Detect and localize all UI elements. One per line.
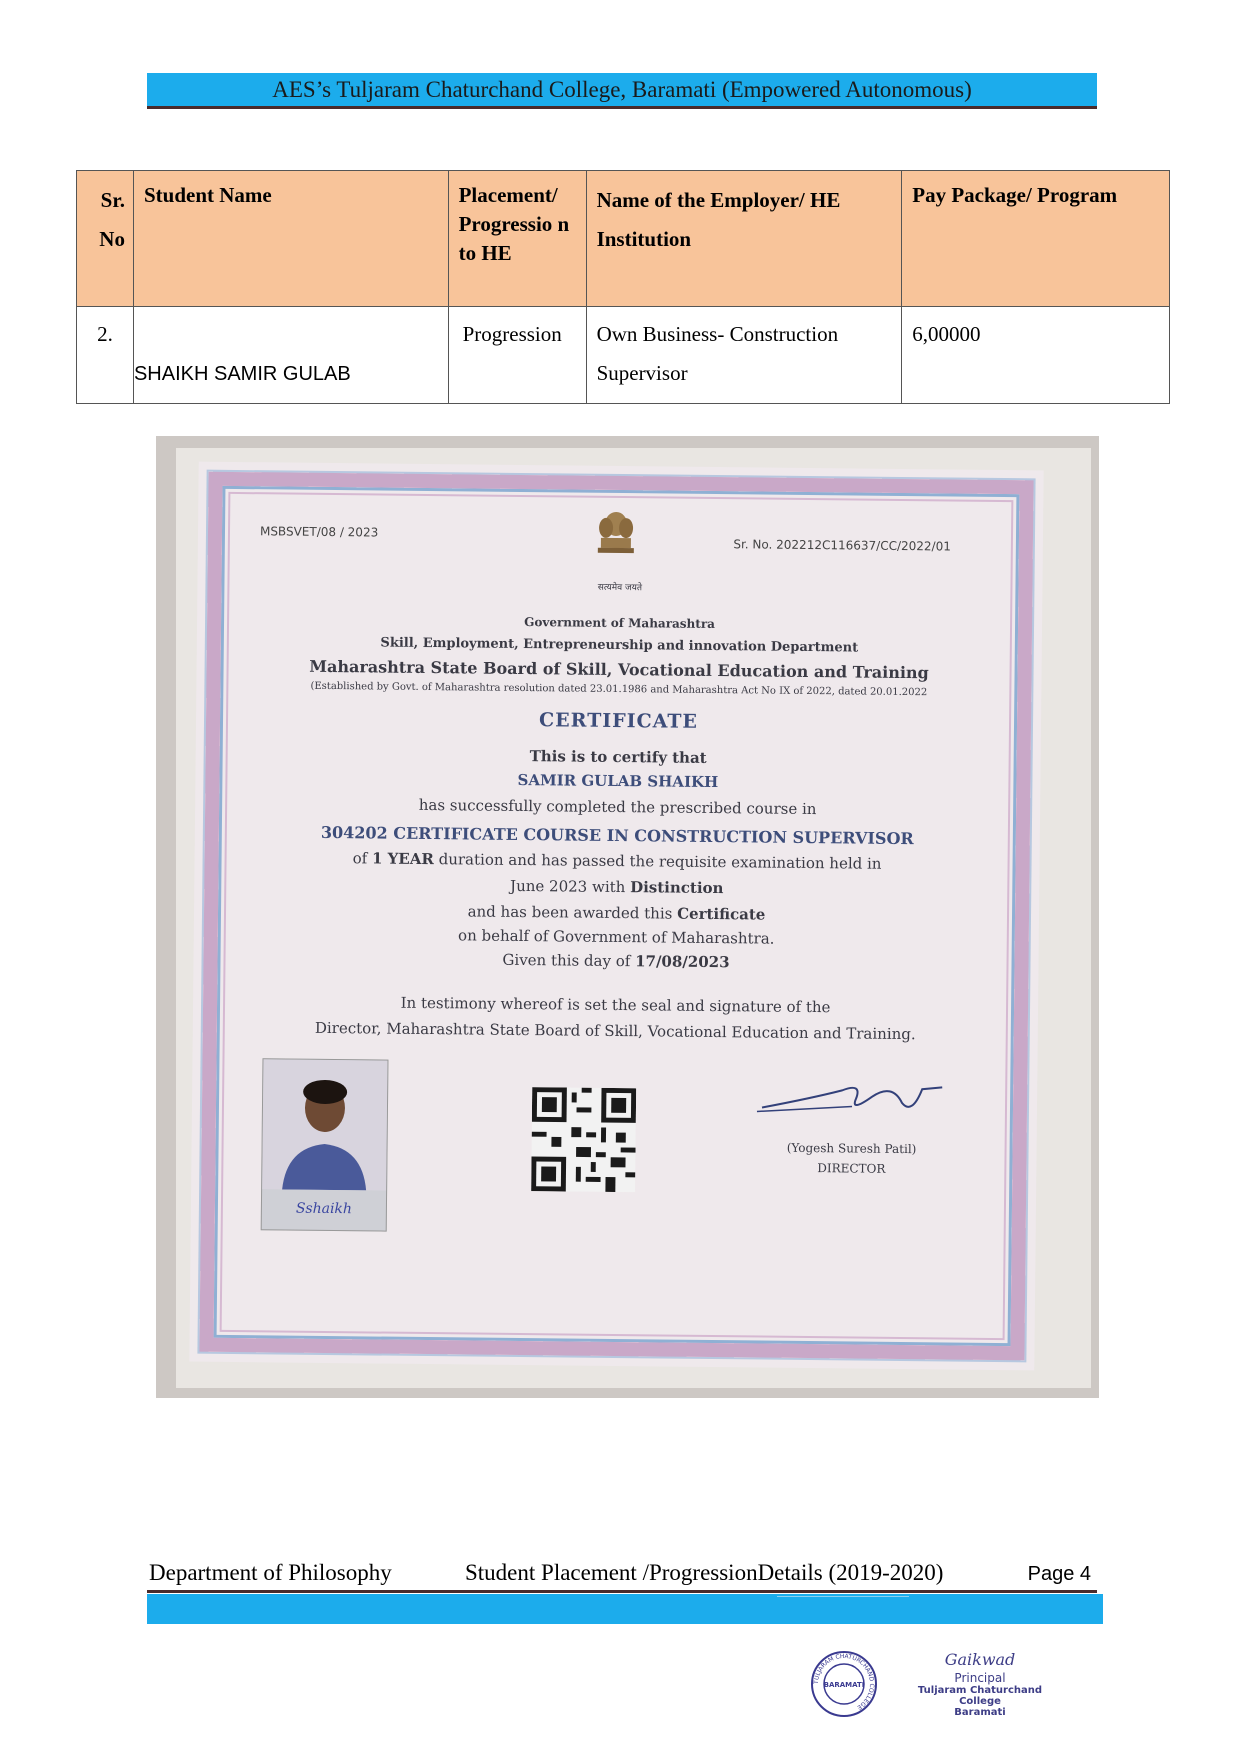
footer-department: Department of Philosophy xyxy=(149,1560,392,1585)
certificate-certify: This is to certify that xyxy=(529,747,707,767)
certificate-department: Skill, Employment, Entrepreneurship and innovation Department xyxy=(380,635,859,656)
student-photo xyxy=(261,1058,389,1231)
certificate-board: Maharashtra State Board of Skill, Vocational Education and Training xyxy=(309,656,929,683)
placement-table xyxy=(76,170,1170,404)
principal-signature-block xyxy=(905,1650,1055,1718)
emblem-caption: सत्यमेव जयते xyxy=(597,582,643,594)
student-portrait-icon xyxy=(262,1059,387,1190)
qr-code-icon xyxy=(531,1087,636,1192)
certificate-title: CERTIFICATE xyxy=(538,709,699,733)
director-title: DIRECTOR xyxy=(817,1161,886,1176)
cell-pay-package: 6,00000 xyxy=(902,307,1170,404)
certificate-behalf: on behalf of Government of Maharashtra. xyxy=(457,926,775,948)
footer xyxy=(147,1554,1097,1593)
certificate-established: (Established by Govt. of Maharashtra resolution dated 23.01.1986 and Maharashtra Act No IX of 2022, dated 20.01.2022 xyxy=(310,680,928,699)
certificate-exam-date: June 2023 xyxy=(510,876,588,896)
certificate-testimony-1: In testimony whereof is set the seal and signature of the xyxy=(400,993,831,1017)
certificate-given-line: Given this day of 17/08/2023 xyxy=(502,950,730,972)
header-banner xyxy=(147,73,1097,109)
header-pay-package: Pay Package/ Program xyxy=(902,171,1170,307)
certificate-grade: Distinction xyxy=(630,878,724,898)
certificate-student-name: SAMIR GULAB SHAIKH xyxy=(517,770,719,792)
principal-signature: Gaikwad xyxy=(944,1650,1016,1669)
certificate-serial-number: Sr. No. 202212C116637/CC/2022/01 xyxy=(733,537,951,554)
director-name: (Yogesh Suresh Patil) xyxy=(786,1140,917,1157)
certificate-paper xyxy=(189,462,1043,1371)
certificate-exam-line: June 2023 with Distinction xyxy=(510,876,724,898)
certificate-completed: has successfully completed the prescribed course in xyxy=(418,795,817,819)
cell-employer: Own Business- Construction Supervisor xyxy=(586,307,902,404)
student-signature: Sshaikh xyxy=(295,1200,353,1218)
national-emblem-icon xyxy=(588,506,645,577)
certificate-photo xyxy=(156,436,1099,1398)
certificate-course: 304202 CERTIFICATE COURSE IN CONSTRUCTION SUPERVISOR xyxy=(320,822,914,849)
header-student-name: Student Name xyxy=(133,171,448,307)
certificate-awarded-line: and has been awarded this Certificate xyxy=(467,902,766,924)
cell-placement: Progression xyxy=(448,307,586,404)
footer-bar xyxy=(147,1594,1103,1624)
footer-page-number: Page 4 xyxy=(1027,1563,1091,1585)
table-row xyxy=(77,307,1170,404)
principal-title: Principal xyxy=(954,1671,1006,1685)
director-signature-block xyxy=(751,1067,952,1189)
director-signature-icon xyxy=(752,1067,953,1129)
cell-student-name: SHAIKH SAMIR GULAB xyxy=(133,307,448,404)
seal-text: BARAMATI xyxy=(823,1681,865,1689)
header-placement: Placement/ Progressio n to HE xyxy=(448,171,586,307)
college-seal-icon xyxy=(810,1650,878,1718)
footer-bar-mark xyxy=(777,1596,909,1597)
principal-city: Baramati xyxy=(954,1707,1006,1718)
table-header-row xyxy=(77,171,1170,307)
certificate-duration-line: of 1 YEAR duration and has passed the requisite examination held in xyxy=(352,849,882,873)
college-title: AES’s Tuljaram Chaturchand College, Baramati (Empowered Autonomous) xyxy=(272,76,972,102)
certificate-duration: 1 YEAR xyxy=(371,849,434,869)
certificate-given-date: 17/08/2023 xyxy=(635,952,730,972)
cell-sr-no: 2. xyxy=(77,307,134,404)
certificate-ref-number: MSBSVET/08 / 2023 xyxy=(259,524,379,540)
certificate-government: Government of Maharashtra xyxy=(524,615,716,632)
seal-ring-text: TULJARAM CHATURCHAND COLLEGE xyxy=(812,1652,876,1711)
certificate-testimony-2: Director, Maharashtra State Board of Skill, Vocational Education and Training. xyxy=(314,1018,916,1044)
footer-details: Student Placement /ProgressionDetails (2019-2020) xyxy=(465,1560,944,1585)
header-employer: Name of the Employer/ HE Institution xyxy=(586,171,902,307)
header-sr-no: Sr. No xyxy=(77,171,134,307)
principal-college: Tuljaram Chaturchand College xyxy=(917,1685,1043,1707)
